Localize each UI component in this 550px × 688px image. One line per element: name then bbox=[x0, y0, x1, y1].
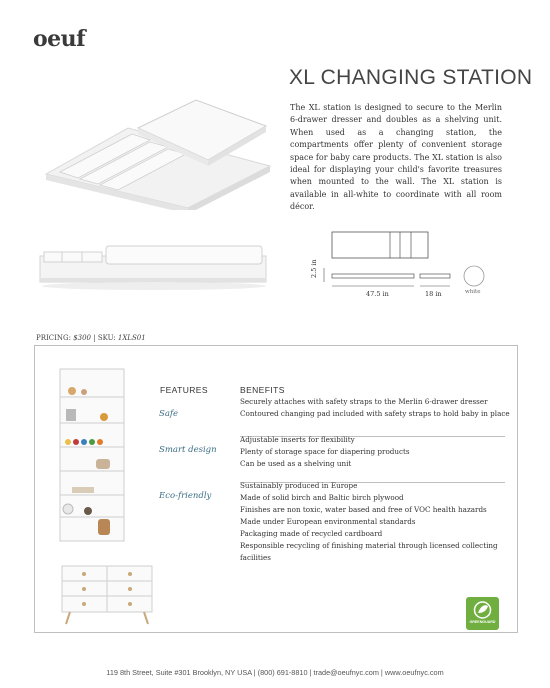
features-header: FEATURES bbox=[160, 385, 208, 395]
product-title: XL CHANGING STATION bbox=[289, 66, 533, 89]
benefit-smart-3: Can be used as a shelving unit bbox=[240, 459, 352, 468]
greenguard-badge bbox=[466, 597, 499, 630]
benefit-eco-4: Made under European environmental standards bbox=[240, 517, 416, 526]
greenguard-leaf-icon bbox=[466, 599, 499, 621]
greenguard-label: GREENGUARD bbox=[469, 620, 496, 624]
sku-label: SKU: bbox=[97, 334, 116, 342]
dim-depth: 18 in bbox=[425, 290, 442, 298]
white-swatch bbox=[464, 266, 484, 286]
benefit-eco-3: Finishes are non toxic, water based and free of VOC health hazards bbox=[240, 505, 487, 514]
feature-eco-friendly: Eco-friendly bbox=[159, 491, 212, 501]
shelving-unit-photo bbox=[58, 367, 128, 545]
pricing-separator: | bbox=[93, 334, 96, 342]
benefit-smart-1: Adjustable inserts for flexibility bbox=[240, 435, 355, 444]
benefits-header: BENEFITS bbox=[240, 385, 285, 395]
benefit-eco-2: Made of solid birch and Baltic birch plywood bbox=[240, 493, 404, 502]
pricing-label: PRICING: bbox=[36, 334, 71, 342]
footer-contact: 119 8th Street, Suite #301 Brooklyn, NY USA | (800) 691-8810 | trade@oeufnyc.com | www.oeufnyc.com bbox=[106, 668, 444, 677]
benefit-eco-5: Packaging made of recycled cardboard bbox=[240, 529, 383, 538]
swatch-label: white bbox=[465, 289, 481, 295]
benefit-eco-1: Sustainably produced in Europe bbox=[240, 481, 358, 490]
benefit-intro: Securely attaches with safety straps to the Merlin 6-drawer dresser bbox=[240, 397, 488, 406]
brand-logo: oeuf bbox=[33, 26, 86, 52]
feature-safe: Safe bbox=[159, 409, 179, 419]
benefit-eco-6: Responsible recycling of finishing material through licensed collecting facilities bbox=[240, 541, 498, 562]
sku-value: 1XLS01 bbox=[117, 334, 146, 342]
dresser-photo bbox=[60, 562, 156, 626]
price-value: $300 bbox=[73, 334, 92, 342]
product-photo-side bbox=[36, 240, 274, 302]
dim-height: 2.5 in bbox=[310, 259, 318, 278]
product-description: The XL station is designed to secure to the Merlin 6-drawer dresser and doubles as a shelving unit. When used as a changing station, the compartments offer plenty of convenient storage space for baby care products. The XL station is also ideal for displaying your child's favorite treasures when mounted to the wall. The XL station is available in all-white to coordinate with all room décor. bbox=[290, 103, 502, 212]
pricing-line bbox=[36, 334, 146, 342]
feature-smart-design: Smart design bbox=[159, 445, 217, 455]
product-photo-angled bbox=[40, 80, 280, 210]
benefit-smart-2: Plenty of storage space for diapering products bbox=[240, 447, 410, 456]
benefit-safe-1: Contoured changing pad included with safety straps to hold baby in place bbox=[240, 409, 510, 418]
dim-width: 47.5 in bbox=[366, 290, 389, 298]
